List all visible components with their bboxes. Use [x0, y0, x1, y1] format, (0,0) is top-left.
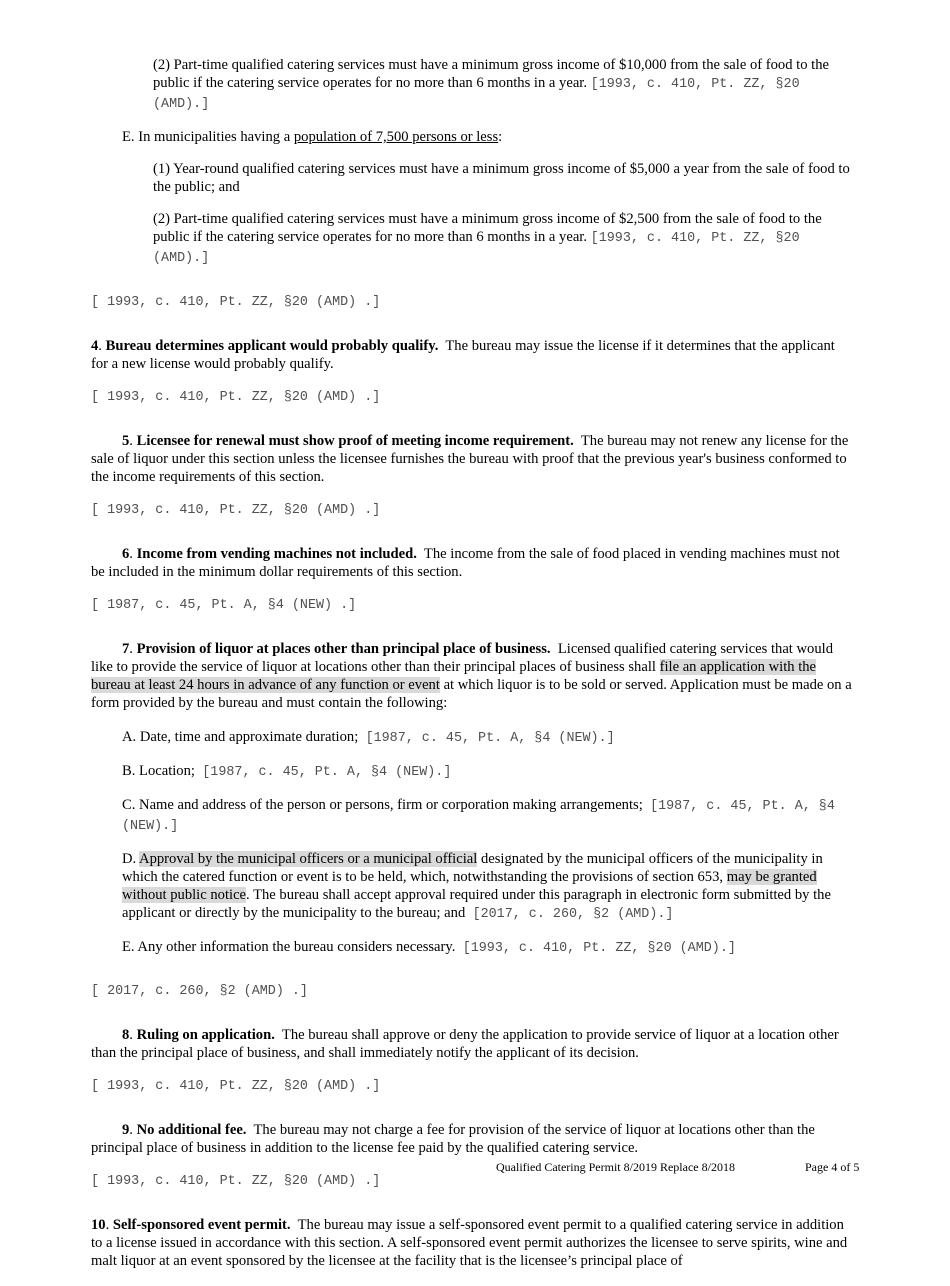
section-5: 5. Licensee for renewal must show proof of meeting income requirement. The bureau may not renew any license for the sale of liquor under this section unless the licensee furnishes the bureau with proof that the previous year's business conformed to the income requirements of this section. [91, 433, 849, 485]
paragraph-a: A. Date, time and approximate duration; [1987, c. 45, Pt. A, §4 (NEW).] [122, 729, 615, 746]
citation: [1987, c. 45, Pt. A, §4 (NEW).] [365, 731, 615, 746]
history-note: [ 1993, c. 410, Pt. ZZ, §20 (AMD) .] [91, 390, 381, 405]
history-note: [ 1993, c. 410, Pt. ZZ, §20 (AMD) .] [91, 1174, 381, 1189]
paragraph-e: E. In municipalities having a population of 7,500 persons or less: [122, 129, 503, 145]
section-6: 6. Income from vending machines not included. The income from the sale of food placed in vending machines must not be included in the minimum dollar requirements of this section. [91, 546, 840, 580]
footer-title: Qualified Catering Permit 8/2019 Replace 8/2018 [496, 1160, 735, 1174]
section-7: 7. Provision of liquor at places other than principal place of business. Licensed qualified catering services that would like to provide the service of liquor at locations other than their principal places of business shall file an application with the bureau at least 24 hours in advance of any function or event at which liquor is to be sold or served. Application must be made on a form provided by the bureau and must contain the following: [91, 641, 852, 711]
page-footer [496, 1158, 862, 1176]
citation: [1993, c. 410, Pt. ZZ, §20 (AMD).] [462, 941, 736, 956]
page-number: Page 4 of 5 [805, 1160, 860, 1174]
citation: [1993, c. 410, Pt. ZZ, §20 (AMD).] [153, 77, 800, 112]
history-note: [ 2017, c. 260, §2 (AMD) .] [91, 984, 308, 999]
citation: [2017, c. 260, §2 (AMD).] [472, 907, 674, 922]
paragraph-d: D. Approval by the municipal officers or a municipal official designated by the municipal officers of the municipality in which the catered function or event is to be held, which, notwithstanding the provisions of section 653, may be granted without public notice. The bureau shall accept approval required under this paragraph in electronic form submitted by the applicant or directly by the municipality to the bureau; and [2017, c. 260, §2 (AMD).] [122, 851, 831, 922]
citation: [1987, c. 45, Pt. A, §4 (NEW).] [122, 799, 835, 834]
document-body [91, 56, 853, 1286]
paragraph-c: C. Name and address of the person or persons, firm or corporation making arrangements; [1987, c. 45, Pt. A, §4 (NEW).] [122, 797, 835, 834]
subparagraph-e-2: (2) Part-time qualified catering services must have a minimum gross income of $2,500 from the sale of food to the public if the catering service operates for no more than 6 months in a year. [1993, c. 410, Pt. ZZ, §20 (AMD).] [153, 211, 822, 266]
section-10: 10. Self-sponsored event permit. The bureau may issue a self-sponsored event permit to a qualified catering service in addition to a license issued in accordance with this section. A self-sponsored event permit authorizes the licensee to serve spirits, wine and malt liquor at an event sponsored by the licensee at the facility that is the licensee’s principal place of [91, 1217, 848, 1269]
citation: [1993, c. 410, Pt. ZZ, §20 (AMD).] [153, 231, 800, 266]
paragraph-b: B. Location; [1987, c. 45, Pt. A, §4 (NEW).] [122, 763, 452, 780]
highlight: Approval by the municipal officers or a municipal official [139, 851, 478, 867]
history-note: [ 1993, c. 410, Pt. ZZ, §20 (AMD) .] [91, 1079, 381, 1094]
citation: [1987, c. 45, Pt. A, §4 (NEW).] [202, 765, 452, 780]
history-note: [ 1993, c. 410, Pt. ZZ, §20 (AMD) .] [91, 503, 381, 518]
section-8: 8. Ruling on application. The bureau shall approve or deny the application to provide service of liquor at a location other than the principal place of business, and shall immediately notify the applicant of its decision. [91, 1027, 839, 1061]
highlight: may be granted without public notice [122, 869, 817, 903]
paragraph-e-info: E. Any other information the bureau considers necessary. [1993, c. 410, Pt. ZZ, §20 (AMD).] [122, 939, 736, 956]
history-note: [ 1993, c. 410, Pt. ZZ, §20 (AMD) .] [91, 295, 381, 310]
highlight: file an application with the bureau at least 24 hours in advance of any function or event [91, 659, 817, 693]
subparagraph-e-prior-2: (2) Part-time qualified catering services must have a minimum gross income of $10,000 from the sale of food to the public if the catering service operates for no more than 6 months in a year. [1993, c. 410, Pt. ZZ, §20 (AMD).] [153, 57, 830, 112]
history-note: [ 1987, c. 45, Pt. A, §4 (NEW) .] [91, 598, 357, 613]
section-4: 4. Bureau determines applicant would probably qualify. The bureau may issue the license if it determines that the applicant for a new license would probably qualify. [91, 338, 835, 372]
section-9: 9. No additional fee. The bureau may not charge a fee for provision of the service of liquor at locations other than the principal place of business in addition to the license fee paid by the qualified catering service. [91, 1122, 815, 1156]
subparagraph-e-1: (1) Year-round qualified catering services must have a minimum gross income of $5,000 a year from the sale of food to the public; and [153, 161, 850, 195]
